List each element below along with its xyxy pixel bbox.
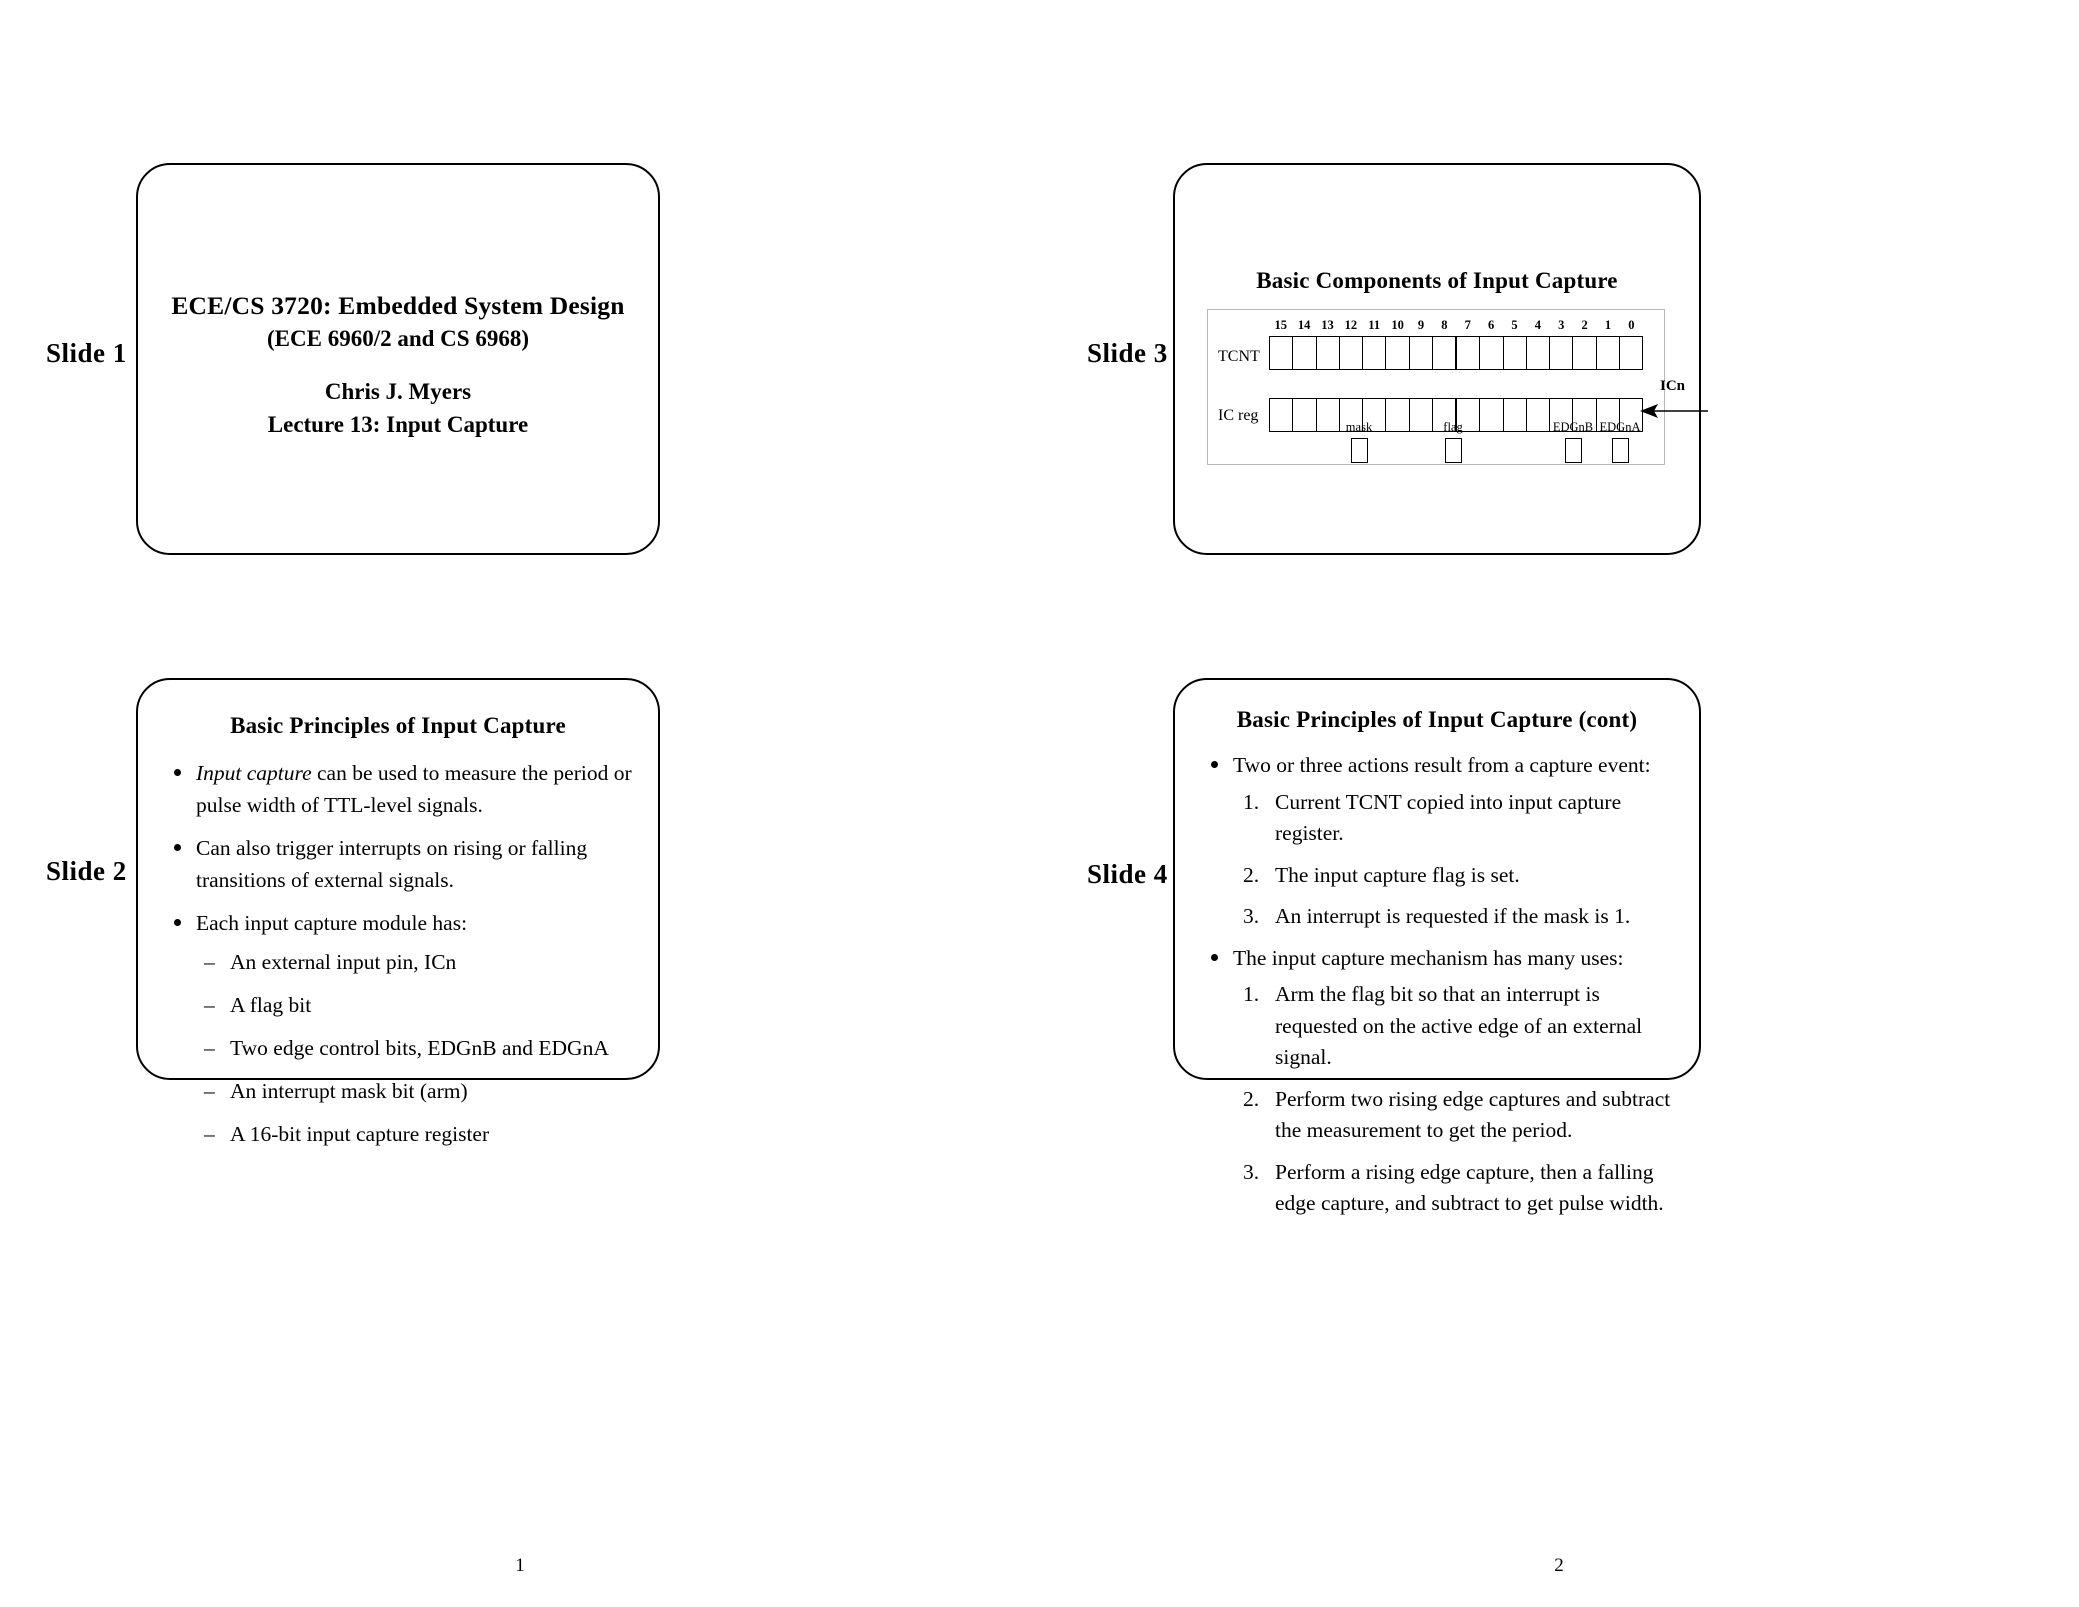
sheet-page-2	[1039, 0, 2079, 1607]
register-cell	[1270, 337, 1293, 369]
bit-number: 9	[1417, 318, 1425, 332]
list-item	[1233, 860, 1685, 892]
register-cell	[1293, 399, 1316, 431]
bullet-dot-icon	[1211, 761, 1218, 768]
register-cell	[1317, 399, 1340, 431]
bit-number: 8	[1441, 318, 1448, 332]
dash-icon: –	[204, 1121, 215, 1146]
list-number: 1.	[1243, 789, 1260, 814]
register-cell	[1457, 337, 1480, 369]
register-cell	[1410, 399, 1433, 431]
register-cell	[1410, 337, 1433, 369]
register-cell	[1573, 337, 1596, 369]
numbered-list	[1233, 787, 1685, 933]
bullet-dot-icon	[1211, 954, 1218, 961]
register-cell	[1363, 337, 1386, 369]
page-number: 2	[1554, 1555, 1564, 1576]
slide-2[interactable]	[136, 678, 660, 1146]
list-number: 1.	[1243, 982, 1260, 1006]
bullet-text: Each input capture module has:	[196, 911, 468, 935]
dash-icon: –	[204, 1035, 215, 1060]
lecture-title: Lecture 13: Input Capture	[267, 412, 529, 437]
course-title-line1: ECE/CS 3720: Embedded System Design	[171, 291, 625, 320]
dash-icon: –	[204, 992, 215, 1017]
mask-bit-box	[1351, 438, 1368, 463]
bullet-text: can be used to measure the period or pulse width of TTL-level signals.	[196, 761, 632, 817]
list-item-text: Arm the flag bit so that an interrupt is requested on the active edge of an external signal.	[1275, 982, 1643, 1069]
sub-item-text: A flag bit	[230, 992, 312, 1017]
register-cell	[1270, 399, 1293, 431]
slide-2-heading: Basic Principles of Input Capture	[230, 713, 566, 738]
list-item	[1233, 901, 1685, 933]
bullet-text: Two or three actions result from a capture event:	[1233, 753, 1651, 777]
slide-4-content	[1197, 750, 1685, 1230]
bit-number: 1	[1604, 318, 1612, 332]
slide-2-content	[160, 758, 644, 1162]
slide-label-1: Slide 1	[46, 338, 127, 368]
slide-4-heading: Basic Principles of Input Capture (cont)	[1236, 707, 1638, 732]
list-item	[1233, 787, 1685, 850]
dash-icon: –	[204, 1078, 215, 1103]
bit-number: 13	[1321, 318, 1334, 332]
edgnb-bit-box	[1565, 438, 1582, 463]
bullet-dot-icon	[174, 919, 181, 926]
bit-number: 4	[1534, 318, 1541, 332]
icn-signal-label: ICn	[1660, 378, 1686, 394]
list-item	[196, 1076, 644, 1107]
slide-1[interactable]	[136, 163, 660, 555]
bit-number-row	[1269, 318, 1643, 336]
list-item	[196, 990, 644, 1021]
bullet-dot-icon	[174, 844, 181, 851]
icn-arrow-icon	[1638, 396, 1710, 426]
list-item-text: Perform two rising edge captures and subtract the measurement to get the period.	[1275, 1086, 1671, 1142]
edgnb-bit-label: EDGnB	[1552, 420, 1594, 434]
list-item	[1233, 1157, 1685, 1220]
list-item-text: The input capture flag is set.	[1275, 862, 1520, 887]
sub-item-text: An interrupt mask bit (arm)	[230, 1078, 468, 1103]
bit-number: 3	[1558, 318, 1565, 332]
list-item-text: Perform a rising edge capture, then a falling edge capture, and subtract to get pulse width.	[1275, 1159, 1664, 1215]
list-number: 3.	[1243, 1159, 1260, 1184]
tcnt-register-cells	[1269, 336, 1643, 370]
register-cell	[1527, 399, 1550, 431]
bit-number: 10	[1391, 318, 1404, 332]
ic-reg-label: IC reg	[1218, 407, 1259, 424]
list-number: 2.	[1243, 1086, 1260, 1111]
slide-label-2: Slide 2	[46, 856, 127, 886]
list-item	[196, 1033, 644, 1064]
slide-4[interactable]	[1173, 678, 1701, 1215]
bit-number: 5	[1511, 318, 1518, 332]
bit-number: 0	[1628, 318, 1635, 332]
bullet-item	[160, 908, 644, 1150]
register-cell	[1620, 337, 1642, 369]
edgna-bit-box	[1612, 438, 1629, 463]
register-cell	[1504, 337, 1527, 369]
list-item	[1233, 1084, 1685, 1147]
emphasis-text: Input capture	[196, 761, 312, 785]
bullet-item	[1197, 943, 1685, 1220]
register-cell	[1504, 399, 1527, 431]
page-number: 1	[515, 1555, 525, 1576]
sub-item-text: An external input pin, ICn	[230, 949, 457, 974]
course-title-line2: (ECE 6960/2 and CS 6968)	[267, 326, 529, 351]
slide-3-heading: Basic Components of Input Capture	[1256, 268, 1618, 293]
register-cell	[1293, 337, 1316, 369]
register-cell	[1386, 337, 1409, 369]
sub-item-text: Two edge control bits, EDGnB and EDGnA	[230, 1035, 609, 1060]
numbered-list	[1233, 979, 1685, 1220]
list-item	[196, 1119, 644, 1150]
bit-number: 15	[1274, 318, 1287, 332]
sub-item-text: A 16-bit input capture register	[230, 1121, 490, 1146]
flag-bit-box	[1445, 438, 1462, 463]
register-cell	[1527, 337, 1550, 369]
bullet-dot-icon	[174, 769, 181, 776]
register-cell	[1597, 337, 1620, 369]
flag-bit-label: flag	[1443, 420, 1463, 434]
register-cell	[1550, 337, 1573, 369]
bit-number: 2	[1581, 318, 1588, 332]
register-cell	[1340, 337, 1363, 369]
bullet-text: Can also trigger interrupts on rising or falling transitions of external signals.	[196, 836, 588, 892]
bullet-item	[1197, 750, 1685, 933]
register-cell	[1480, 399, 1503, 431]
bullet-text: The input capture mechanism has many uses:	[1233, 945, 1624, 970]
bit-number: 12	[1344, 318, 1358, 332]
register-cell	[1317, 337, 1340, 369]
edgna-bit-label: EDGnA	[1599, 420, 1641, 434]
register-cell	[1386, 399, 1409, 431]
author-name: Chris J. Myers	[324, 379, 472, 404]
bit-number: 7	[1464, 318, 1471, 332]
bullet-item	[160, 833, 644, 896]
input-capture-diagram	[1207, 309, 1686, 465]
list-number: 3.	[1243, 904, 1260, 928]
bit-number: 11	[1368, 318, 1381, 332]
sub-list	[196, 947, 644, 1150]
slide-3[interactable]	[1173, 163, 1701, 555]
title-block	[138, 290, 658, 441]
slide-label-4: Slide 4	[1087, 859, 1168, 889]
bit-number: 14	[1297, 318, 1311, 332]
bullet-item	[160, 758, 644, 821]
title-spacer	[138, 355, 658, 375]
list-item	[1233, 979, 1685, 1074]
list-item-text: Current TCNT copied into input capture register.	[1275, 789, 1622, 845]
slide-label-3: Slide 3	[1087, 338, 1168, 368]
register-cell	[1433, 337, 1457, 369]
bit-number: 6	[1487, 318, 1495, 332]
list-item	[196, 947, 644, 978]
list-number: 2.	[1243, 862, 1260, 887]
mask-bit-label: mask	[1345, 420, 1373, 434]
register-cell	[1480, 337, 1503, 369]
tcnt-label: TCNT	[1218, 348, 1260, 365]
dash-icon: –	[204, 949, 215, 974]
list-item-text: An interrupt is requested if the mask is 1.	[1275, 904, 1631, 928]
